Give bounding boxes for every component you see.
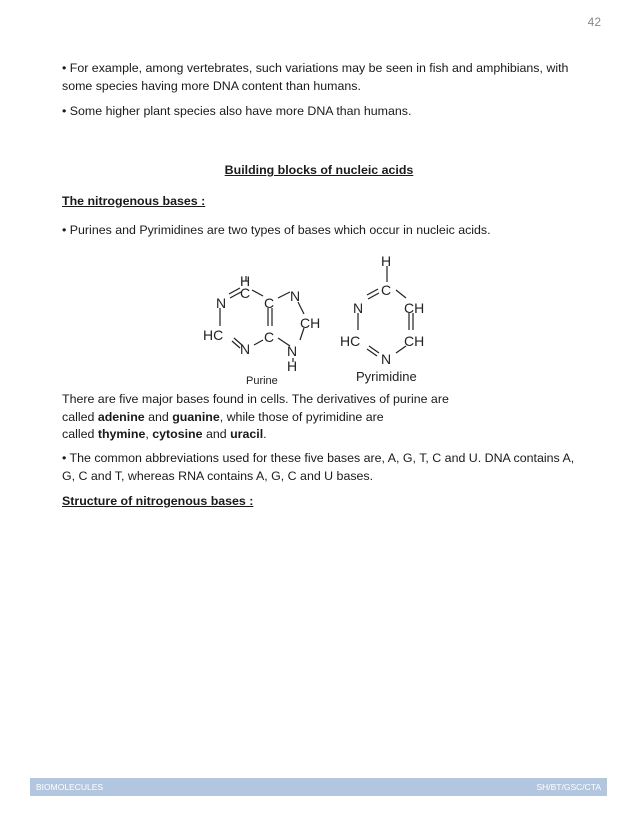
paragraph-abbreviations: • The common abbreviations used for these five bases are, A, G, T, C and U. DNA contains A, G, C and T, whereas RNA contains A, G, C and U bases. xyxy=(62,451,575,483)
pyrimidine-atom-hc-left: HC xyxy=(340,333,361,349)
purine-caption: Purine xyxy=(246,375,278,387)
term-thymine: thymine xyxy=(97,427,146,441)
subheading-nitrogenous-bases: The nitrogenous bases : xyxy=(62,194,206,208)
purine-atom-h-top: H xyxy=(240,273,251,289)
purine-atom-n-bottom-right: N xyxy=(287,343,298,359)
five-bases-line1: There are five major bases found in cells. The derivatives of purine are xyxy=(62,392,449,406)
text-period: . xyxy=(263,427,267,441)
term-adenine: adenine xyxy=(97,409,145,424)
text-pyrimidine-derivs: , while those of pyrimidine are xyxy=(219,409,384,424)
footer-left-label: BIOMOLECULES xyxy=(36,782,104,792)
text-called: called xyxy=(62,409,98,424)
pyrimidine-atom-n-left: N xyxy=(353,300,364,316)
text-and-2: and xyxy=(202,427,231,441)
purine-atom-n-left: N xyxy=(216,295,227,311)
page-footer xyxy=(30,778,607,796)
purine-atom-c-top: C xyxy=(240,285,251,301)
text-comma: , xyxy=(145,427,153,441)
purine-atom-c-right: C xyxy=(264,295,275,311)
section-title: Building blocks of nucleic acids xyxy=(224,163,414,177)
purine-atom-c-bottom: C xyxy=(264,329,275,345)
text-and: and xyxy=(144,409,173,424)
pyrimidine-atom-c-top: C xyxy=(381,282,392,298)
purine-atom-n-bottom: N xyxy=(240,341,251,357)
pyrimidine-atom-h-top: H xyxy=(381,253,392,269)
term-uracil: uracil xyxy=(230,427,264,441)
pyrimidine-atom-n-bottom: N xyxy=(381,351,392,367)
purine-atom-h-bottom: H xyxy=(287,358,298,374)
purine-pyrimidine-figure xyxy=(190,250,450,390)
pyrimidine-atom-ch-right-bottom: CH xyxy=(404,333,425,349)
text-called-2: called xyxy=(62,427,98,441)
paragraph-five-bases xyxy=(62,391,582,444)
pyrimidine-atom-ch-right-top: CH xyxy=(404,300,425,316)
paragraph-vertebrates: • For example, among vertebrates, such variations may be seen in fish and amphibians, with some species having more DNA content than humans. xyxy=(62,61,569,93)
paragraph-plants: • Some higher plant species also have more DNA than humans. xyxy=(62,104,412,118)
purine-atom-n-top-right: N xyxy=(290,288,301,304)
paragraph-purines-pyrimidines: • Purines and Pyrimidines are two types of bases which occur in nucleic acids. xyxy=(62,223,491,237)
purine-atom-hc: HC xyxy=(203,327,224,343)
pyrimidine-caption: Pyrimidine xyxy=(356,369,417,384)
term-cytosine: cytosine xyxy=(152,427,203,441)
purine-atom-ch: CH xyxy=(300,315,321,331)
subheading-structure: Structure of nitrogenous bases : xyxy=(62,494,254,508)
page-number: 42 xyxy=(587,15,601,29)
footer-right-label: SH/BT/GSC/CTA xyxy=(536,782,601,792)
term-guanine: guanine xyxy=(172,409,220,424)
